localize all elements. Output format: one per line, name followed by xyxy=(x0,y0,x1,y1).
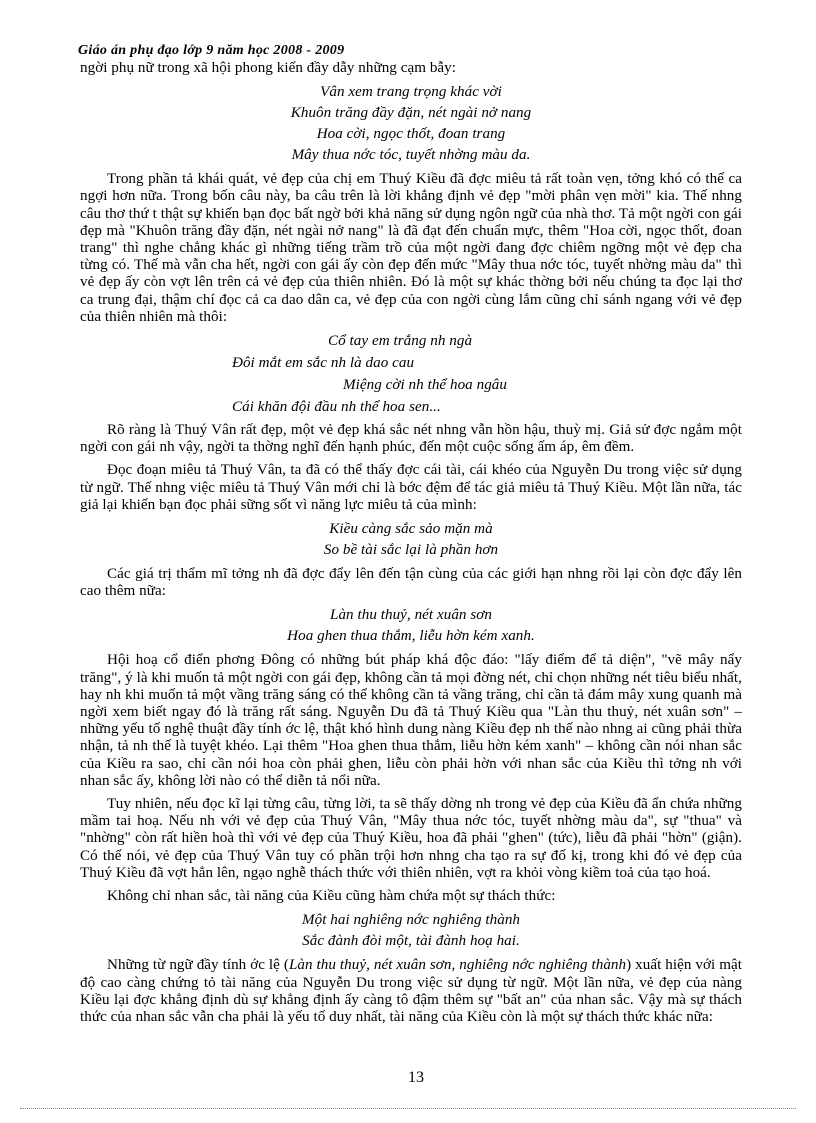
verse-line: Mây thua nớc tóc, tuyết nhờng màu da. xyxy=(291,147,531,164)
paragraph-analysis-2: Rõ ràng là Thuý Vân rất đẹp, một vẻ đẹp khá sắc nét nhng vẫn hồn hậu, thuỳ mị. Giả sử đợc ngắm một ngời con gái nh vậy, ngời ta thờng nghĩ đến hạnh phúc, đến một cuộc sống ấm áp, êm đềm. xyxy=(80,422,742,456)
verse-line: Khuôn trăng đầy đặn, nét ngài nở nang xyxy=(290,105,532,122)
page-header: Giáo án phụ đạo lớp 9 năm học 2008 - 2009 xyxy=(78,44,345,58)
paragraph-analysis-3: Đọc đoạn miêu tả Thuý Vân, ta đã có thể thấy đợc cái tài, cái khéo của Nguyễn Du trong việc sử dụng từ ngữ. Thế nhng việc miêu tả Thuý Vân mới chỉ là bớc đệm để tác giả miêu tả Thuý Kiều. Một lần nữa, tác giả lại khiến bạn đọc phải sững sốt vì năng lực miêu tả của mình: xyxy=(80,462,742,513)
quoted-phrase: Làn thu thuỷ, nét xuân sơn, nghiêng nớc nghiêng thành xyxy=(288,957,627,974)
verse-line: Cái khăn đội đầu nh thể hoa sen... xyxy=(232,399,441,416)
verse-line: Cổ tay em trắng nh ngà xyxy=(328,333,473,350)
page-number: 13 xyxy=(408,1069,424,1086)
verse-line: Miệng cời nh thể hoa ngâu xyxy=(343,377,507,394)
paragraph-analysis-8 xyxy=(80,957,742,1026)
paragraph-analysis-1: Trong phần tả khái quát, vẻ đẹp của chị em Thuý Kiều đã đợc miêu tả rất toàn vẹn, tởng khó có thể ca ngợi hơn nữa. Trong bốn câu này, ba câu trên là lời khẳng định vẻ đẹp "mời phân vẹn mời" kia. Thế nhng câu thơ thứ t thật sự khiến bạn đọc bất ngờ bởi khả năng sử dụng ngôn ngữ của nhà thơ. Tả một ngời con gái đẹp mà "Khuôn trăng đầy đặn, nét ngài nở nang" là đã đạt đến chuẩn mực, thêm "Hoa cời, ngọc thốt, đoan trang" thì nghe chẳng khác gì những tiếng trầm trồ của một ngời đang đợc chiêm ngỡng một vẻ đẹp cha từng có. Thế mà vẫn cha hết, ngời con gái ấy còn đẹp đến mức "Mây thua nớc tóc, tuyết nhờng màu da" thì vẻ đẹp ấy còn vợt lên trên cả vẻ đẹp của thiên nhiên. Đó là một sự khác thờng bởi nếu chúng ta đọc lại thơ ca trung đại, thậm chí đọc cả ca dao dân ca, vẻ đẹp của con ngời cùng lắm cũng chỉ sánh ngang với vẻ đẹp của thiên nhiên mà thôi: xyxy=(80,171,742,325)
paragraph-analysis-4: Các giá trị thẩm mĩ tởng nh đã đợc đẩy lên đến tận cùng của các giới hạn nhng rồi lại còn đợc đẩy lên cao thêm nữa: xyxy=(80,566,742,600)
footer-divider xyxy=(20,1108,796,1109)
verse-thuy-kieu-3 xyxy=(80,910,742,952)
verse-line: Sắc đành đòi một, tài đành hoạ hai. xyxy=(302,933,520,950)
paragraph-text: ) xuất hiện với mật độ cao càng chứng tỏ tài năng của Nguyễn Du trong việc sử dụng từ ngữ. Một lần nữa, vẻ đẹp của nàng Kiều lại đợc khẳng định dù sự khẳng định ấy càng tô đậm thêm sự "bất an" của nhan sắc. Vậy mà sự thách thức của nhan sắc vẫn cha phải là yếu tố duy nhất, tài năng của Kiều còn là một sự thách thức khác nữa: xyxy=(80,957,742,1025)
paragraph-analysis-5: Hội hoạ cổ điển phơng Đông có những bút pháp khá độc đáo: "lấy điểm để tả diện", "vẽ mây nẩy trăng", ý là khi muốn tả một ngời con gái đẹp, không cần tả mọi đờng nét, chỉ chọn những nét tiêu biểu nhất, hay nh khi muốn tả một vầng trăng sáng có thể không cần tả vầng trăng, chỉ cần tả đám mây xung quanh mà ngời xem biết ngay đó là trăng rất sáng. Nguyễn Du đã tả Thuý Kiều qua "Làn thu thuỷ, nét xuân sơn" – những yếu tố nghệ thuật đầy tính ớc lệ, thật khó hình dung nàng Kiều đẹp nh thế nào nhng ai cũng phải thừa nhận, tả nh thế là tuyệt khéo. Lại thêm "Hoa ghen thua thắm, liễu hờn kém xanh" – không cần nói nhan sắc của Kiều ra sao, chỉ cần nói hoa còn phải ghen, liễu còn phải hờn với nhan sắc của Kiều thì tởng nh với nhan sắc ấy, không lời nào có thể diễn tả nổi nữa. xyxy=(80,652,742,789)
paragraph-analysis-7: Không chỉ nhan sắc, tài năng của Kiều cũng hàm chứa một sự thách thức: xyxy=(107,888,556,905)
verse-line: Làn thu thuỷ, nét xuân sơn xyxy=(330,607,492,624)
verse-line: Đôi mắt em sắc nh là dao cau xyxy=(232,355,415,372)
verse-line: Hoa ghen thua thắm, liễu hờn kém xanh. xyxy=(287,628,535,645)
verse-line: Hoa cời, ngọc thốt, đoan trang xyxy=(316,126,506,143)
verse-line: Một hai nghiêng nớc nghiêng thành xyxy=(301,912,521,929)
verse-line: So bề tài sắc lại là phần hơn xyxy=(323,542,499,559)
verse-thuy-van xyxy=(80,82,742,166)
verse-line: Vân xem trang trọng khác vời xyxy=(320,84,502,101)
verse-thuy-kieu-1 xyxy=(80,519,742,561)
document-body xyxy=(80,60,742,1060)
verse-line: Kiều càng sắc sảo mặn mà xyxy=(329,521,493,538)
verse-folk-song xyxy=(80,330,742,418)
paragraph-intro: ngời phụ nữ trong xã hội phong kiến đầy dẫy những cạm bẫy: xyxy=(80,60,457,76)
paragraph-text: Những từ ngữ đầy tính ớc lệ ( xyxy=(107,957,289,974)
verse-thuy-kieu-2 xyxy=(80,605,742,647)
paragraph-analysis-6: Tuy nhiên, nếu đọc kĩ lại từng câu, từng lời, ta sẽ thấy dờng nh trong vẻ đẹp của Kiều đã ẩn chứa những mầm tai hoạ. Nếu nh với vẻ đẹp của Thuý Vân, "Mây thua nớc tóc, tuyết nhờng màu da", sự "thua" và "nhờng" còn rất hiền hoà thì với vẻ đẹp của Thuý Kiều, hoa đã phải "ghen" (tức), liễu đã phải "hờn" (giận). Có thể nói, vẻ đẹp của Thuý Vân tuy có phần trội hơn nhng cha tạo ra sự đố kị, trong khi đó vẻ đẹp của Thuý Kiều đã vợt hẳn lên, ngạo nghễ thách thức với thiên nhiên, vợt ra khỏi vòng kiềm toả của tạo hoá. xyxy=(80,796,742,881)
